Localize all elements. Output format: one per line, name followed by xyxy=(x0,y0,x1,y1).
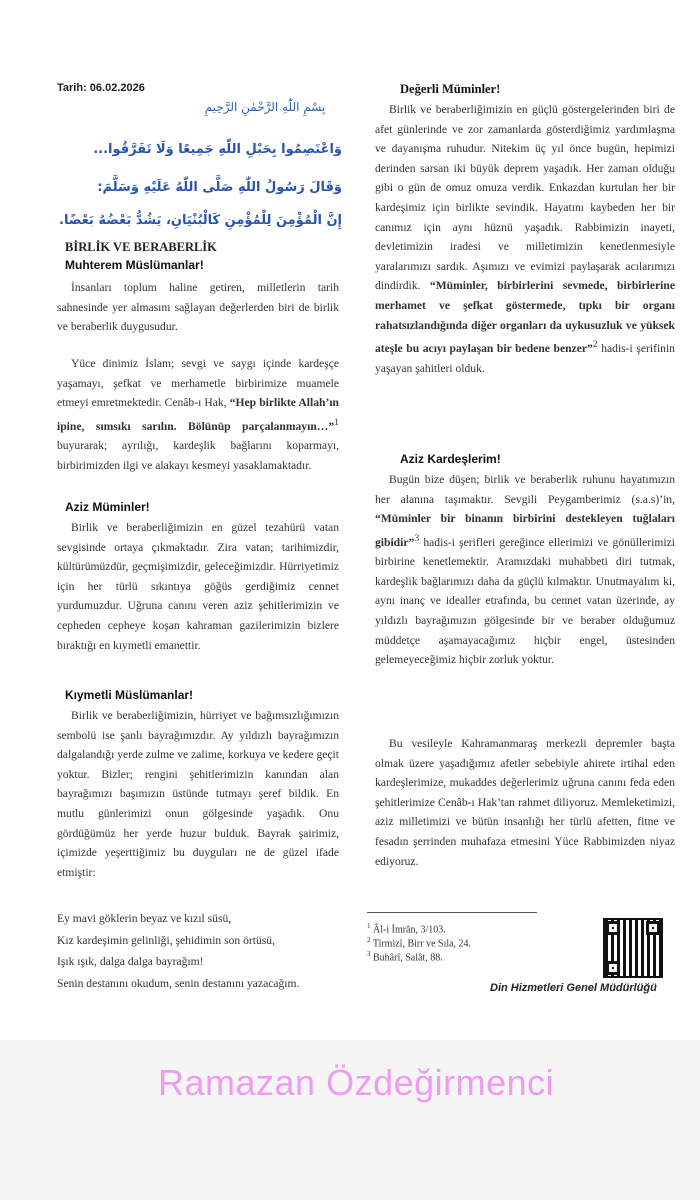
paragraph-text-part: Bugün bize düşen; birlik ve beraberlik ruhunu hayatımızın her alanına taşımaktır. Sevgili Peygamberimiz (s.a.s)’in, xyxy=(375,473,675,506)
heading-muhterem: Muhterem Müslümanlar! xyxy=(65,258,204,272)
poem xyxy=(57,908,347,994)
paragraph-text xyxy=(375,470,675,670)
poem-line: Senin destanını okudum, senin destanını yazacağım. xyxy=(57,976,300,990)
paragraph-text-part: hadis-i şerifleri gereğince ellerimizi ve gönüllerimizi birbirine kenetlemektir. Aramızdaki muhabbeti diri tutmak, kardeşlik bağlarımızı daha da güçlü kılmaktır. Unutmayalım ki, aynı inanç ve idealler etrafında, bu cennet vatan üzerinde, ay yıldızlı bayrağımızın gölgesinde bir ve beraber olduğumuz müddetçe aşamayacağımız hiçbir engel, üstesinden gelemeyeceğimiz hiçbir zorluk yoktur. xyxy=(375,535,675,667)
heading-aziz-kardeslerim: Aziz Kardeşlerim! xyxy=(400,452,501,466)
left-paragraph-2 xyxy=(57,354,339,475)
right-paragraph-2 xyxy=(375,470,675,670)
paragraph-text-part: Birlik ve beraberliğimizin en güçlü göstergelerinden biri de afet günlerinde ve zor zamanlarda gösterdiğimiz yardımlaşma ve dayanışma ruhudur. Nitekim üç yıl önce bugün, hepimizi derinden sarsan iki büyük deprem yaşadık. Her zaman olduğu gibi o gün de omuz omuza verdik. Enkazdan kurtulan her bir kardeşimiz için birlikte sevindik. Hayatını kaybeden her bir canımız için aynı hüznü yaşadık. Rabbimizin inayeti, devletimizin iradesi ve milletimizin kenetlenmesiyle yaralarımızı sardık. Aşımızı ve evimizi paylaşarak acılarımızı dindirdik. xyxy=(375,103,675,293)
footnote-divider xyxy=(367,912,537,913)
hadith-quote: “Müminler bir binanın birbirini destekleyen tuğlaları gibidir” xyxy=(375,512,675,549)
author-name: Ramazan Özdeğirmenci xyxy=(158,1062,555,1103)
basmala-calligraphy: بِسْمِ اللّٰهِ الرَّحْمٰنِ الرَّحِيمِ xyxy=(204,100,326,114)
heading-aziz-muminler: Aziz Müminler! xyxy=(65,500,150,514)
date-label: Tarih: 06.02.2026 xyxy=(57,82,145,94)
left-paragraph-3 xyxy=(57,518,339,655)
paragraph-text-part: Yüce dinimiz İslam; sevgi ve saygı içinde kardeşçe yaşamayı, şefkat ve merhametle birbirimize muamele etmeyi emretmektedir. Cenâb-ı Hak, xyxy=(57,357,339,410)
sermon-title: BİRLİK VE BERABERLİK xyxy=(65,240,217,254)
paragraph-text xyxy=(57,354,339,475)
footnote-number: 3 xyxy=(367,950,371,958)
footnote-text: Buhârî, Salât, 88. xyxy=(370,952,443,964)
right-paragraph-3 xyxy=(375,734,675,871)
footnote-ref: 3 xyxy=(414,532,420,544)
paragraph-text-part: hadis-i şerifinin yaşayan şahitleri olduk. xyxy=(375,341,675,375)
paragraph-text: Birlik ve beraberliğimizin en güzel tezahürü vatan sevgisinde ortaya çıkmaktadır. Zira vatan; tarihimizdir, kültürümüzdür, geçmişimizdir, geleceğimizdir. Hürriyetimiz için her türlü sıkıntıya göğüs gerdiğimiz cennet yurdumuzdur. Uğruna canını veren aziz şehitlerimizin ve cepheden cepheye koşan kahraman gazilerimizin bizlere bıraktığı en kıymetli emanettir. xyxy=(57,521,339,652)
footnote-text: Âl-i İmrân, 3/103. xyxy=(370,924,446,936)
footnote-ref: 1 xyxy=(334,416,339,428)
footnote-number: 1 xyxy=(367,922,371,930)
left-paragraph-4 xyxy=(57,706,339,882)
arabic-verse: وَاعْتَصِمُوا بِحَبْلِ اللّٰهِ جَمِيعًا وَلَا تَفَرَّقُوا... xyxy=(93,142,342,157)
paragraph-text xyxy=(375,100,675,378)
paragraph-text-part: buyurarak; ayrılığı, kardeşlik bağlarını koparmayı, birbirimizden ilgi ve alakayı kesmeyi yasaklamaktadır. xyxy=(57,439,339,472)
poem-line: Kız kardeşimin gelinliği, şehidimin son örtüsü, xyxy=(57,933,276,947)
paragraph-text: Birlik ve beraberliğimizin, hürriyet ve bağımsızlığımızın sembolü ise şanlı bayrağımızdır. Ay yıldızlı bayrağımızın dalgalandığı yerde zulme ve zalime, korkuya ve kedere geçit yoktur. Bizler; rengini şehitlerimizin kanından alan bayrağımızı başımızın üstünde tutmayı şeref bildik. En mutlu günlerimizi onun gölgesinde yaşadık. Onu gördüğümüz her yerde huzur bulduk. Bayrak şairimiz, içimizde yeşerttiğimiz bu duyguları ne de güzel ifade etmiştir: xyxy=(57,709,339,879)
footnote-3 xyxy=(367,948,443,964)
verse-quote: “Hep birlikte Allah’ın ipine, sımsıkı sarılın. Bölünüp parçalanmayın…” xyxy=(57,396,339,433)
poem-line: Işık ışık, dalga dalga bayrağım! xyxy=(57,955,204,968)
heading-degerli: Değerli Müminler! xyxy=(400,82,501,96)
paragraph-text: İnsanları toplum haline getiren, milletlerin tarih sahnesinde yer almasını sağlayan değerlerden biri de birlik ve beraberlik duygusudur. xyxy=(57,281,339,334)
heading-kiymetli: Kıymetli Müslümanlar! xyxy=(65,688,194,702)
poem-line: Ey mavi göklerin beyaz ve kızıl süsü, xyxy=(57,912,232,925)
footnote-text: Tirmizî, Birr ve Sıla, 24. xyxy=(370,938,472,950)
issuer-signature: Din Hizmetleri Genel Müdürlüğü xyxy=(490,982,657,994)
arabic-hadith-intro: وَقَالَ رَسُولُ اللّٰهِ صَلَّى اللّٰهُ عَلَيْهِ وَسَلَّمَ: xyxy=(97,180,342,195)
footnote-number: 2 xyxy=(367,936,371,944)
arabic-hadith: إِنَّ الْمُؤْمِنَ لِلْمُؤْمِنِ كَالْبُنْيَانِ، يَشُدُّ بَعْضُهُ بَعْضًا. xyxy=(59,213,342,228)
qr-code-icon[interactable] xyxy=(603,918,663,978)
paragraph-text: Bu vesileyle Kahramanmaraş merkezli depremler başta olmak üzere yaşadığımız afetler sebebiyle ahirete irtihal eden kardeşlerimize, mukaddes değerlerimiz uğruna canını feda eden şehitlerimize Cenâb-ı Hak’tan rahmet diliyoruz. Memleketimizi, aziz milletimizi ve bütün insanlığı her türlü afetten, fitne ve fesadın şerrinden muhafaza etmesini Yüce Rabbimizden niyaz ediyoruz. xyxy=(375,737,675,868)
right-paragraph-1 xyxy=(375,100,675,378)
hadith-quote: “Müminler, birbirlerini sevmede, birbirlerine merhamet ve şefkat göstermede, tıpkı bir organı rahatsızlandığında diğer organları da uykusuzluk ve yüksek ateşle bu acıyı paylaşan bir bedene benzer” xyxy=(375,279,675,355)
left-paragraph-1 xyxy=(57,278,339,337)
footnote-ref: 2 xyxy=(592,339,598,351)
